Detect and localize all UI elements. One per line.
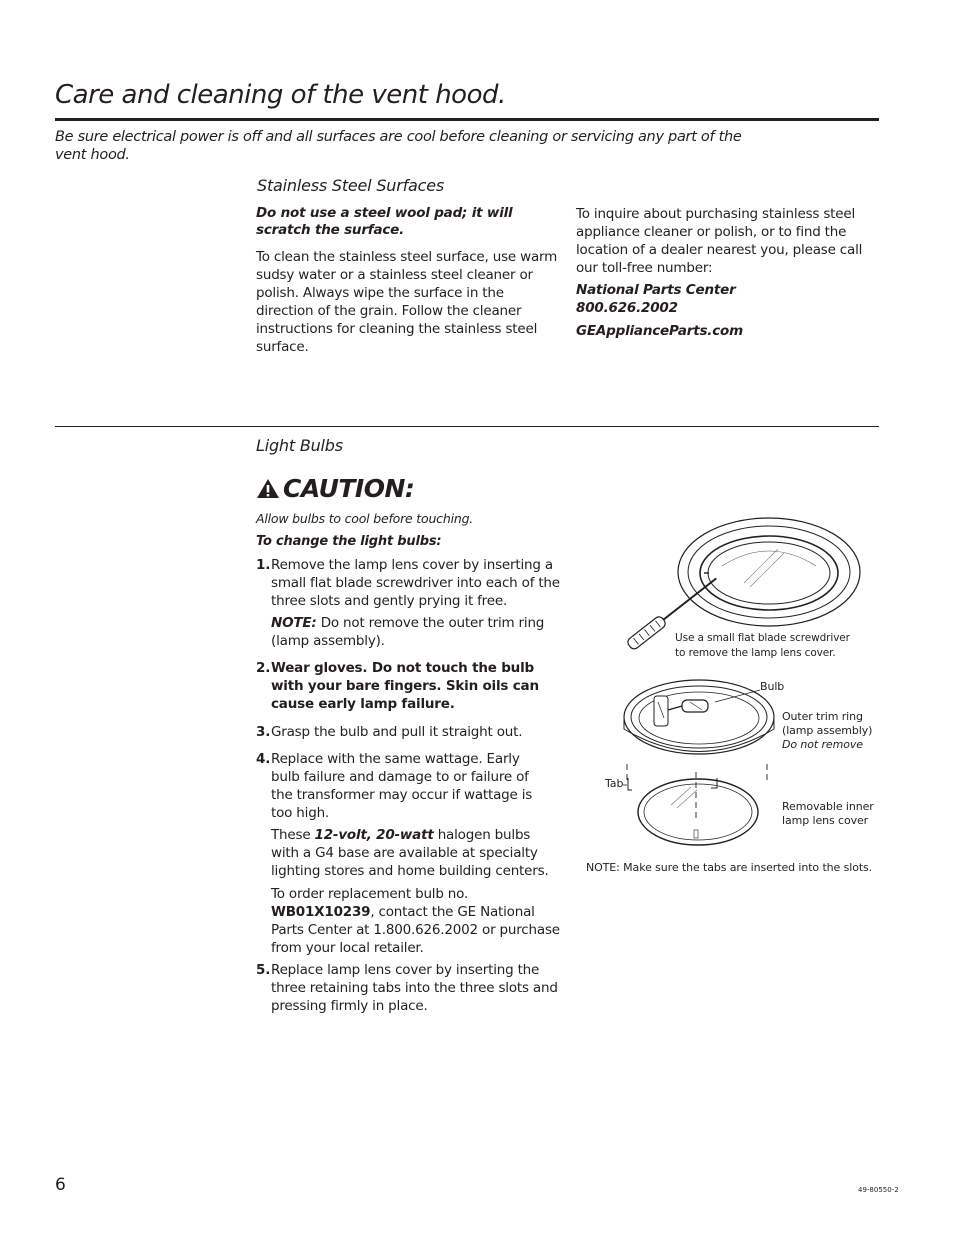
step-number: 2.: [256, 660, 271, 676]
warning-triangle-icon: [256, 478, 280, 499]
page-title: Care and cleaning of the vent hood.: [55, 80, 506, 110]
step-text: Grasp the bulb and pull it straight out.: [271, 724, 523, 740]
bulb-spec-prefix: These: [271, 827, 315, 843]
section-divider: [55, 426, 879, 427]
step-4: [256, 750, 561, 822]
label-do-not-remove: Do not remove: [782, 738, 863, 751]
order-suffix: , contact the GE National Parts Center at 1.800.626.2002 or purchase from your local retailer.: [271, 904, 560, 956]
label-outer-trim: Outer trim ring: [782, 710, 863, 723]
step-text: Remove the lamp lens cover by inserting a small flat blade screwdriver into each of the three slots and gently prying it free.: [271, 557, 560, 609]
label-removable-lens: Removable inner: [782, 800, 874, 813]
label-lamp-lens-cover: lamp lens cover: [782, 814, 869, 827]
step-2: [256, 659, 561, 713]
order-part-number: WB01X10239: [271, 904, 371, 920]
parts-website-link: GEApplianceParts.com: [576, 323, 743, 339]
step-text: Replace with the same wattage. Early bulb failure and damage to or failure of the transformer may occur if wattage is too high.: [271, 751, 533, 821]
step-3: [256, 723, 561, 741]
stainless-body: To clean the stainless steel surface, use warm sudsy water or a stainless steel cleaner or polish. Always wipe the surface in the direction of the grain. Follow the cleaner instructions for cleaning the stainless steel surface.: [256, 249, 558, 355]
light-bulbs-heading: Light Bulbs: [256, 436, 343, 455]
note-text: Do not remove the outer trim ring (lamp assembly).: [271, 615, 545, 649]
figure-note: NOTE: Make sure the tabs are inserted into the slots.: [586, 861, 873, 874]
caution-label: CAUTION:: [283, 474, 415, 503]
bulb-spec-suffix: halogen bulbs with a G4 base are available at specialty lighting stores and home building centers.: [271, 827, 549, 879]
step-text: Wear gloves. Do not touch the bulb with your bare fingers. Skin oils can cause early lamp failure.: [271, 660, 539, 712]
parts-center-phone: 800.626.2002: [576, 300, 678, 316]
step-number: 1.: [256, 557, 271, 573]
order-info: [271, 885, 561, 957]
stainless-inquire: To inquire about purchasing stainless steel appliance cleaner or polish, or to find the location of a dealer nearest you, please call our toll-free number:: [576, 206, 863, 276]
figure-caption-line2: to remove the lamp lens cover.: [675, 647, 836, 659]
title-rule: [55, 118, 879, 121]
figure-caption-line1: Use a small flat blade screwdriver: [675, 632, 850, 644]
step-1: [256, 556, 561, 610]
label-lamp-assembly: (lamp assembly): [782, 724, 873, 737]
bulb-spec-rating: 12-volt, 20-watt: [314, 827, 434, 843]
note-label: NOTE:: [271, 615, 317, 631]
label-tab: Tab: [605, 777, 624, 790]
document-code: 49-80550-2: [858, 1186, 899, 1194]
caution-banner: [256, 474, 414, 503]
bulb-spec: [271, 826, 556, 880]
stainless-warning: Do not use a steel wool pad; it will scratch the surface.: [256, 205, 513, 238]
steps-subheading: To change the light bulbs:: [256, 534, 442, 549]
step-number: 3.: [256, 724, 271, 740]
step-5: [256, 961, 561, 1015]
order-prefix: To order replacement bulb no.: [271, 886, 469, 902]
step-text: Replace lamp lens cover by inserting the three retaining tabs into the three slots and pressing firmly in place.: [271, 962, 558, 1014]
parts-center-name: National Parts Center: [576, 282, 736, 298]
intro-text: Be sure electrical power is off and all surfaces are cool before cleaning or servicing any part of the vent hood.: [55, 129, 742, 163]
label-bulb: Bulb: [760, 680, 785, 693]
caution-text: Allow bulbs to cool before touching.: [256, 511, 474, 526]
page-number: 6: [55, 1175, 66, 1195]
stainless-heading: Stainless Steel Surfaces: [257, 176, 445, 195]
step-1-note: [271, 614, 561, 650]
step-number: 4.: [256, 751, 271, 767]
step-number: 5.: [256, 962, 271, 978]
